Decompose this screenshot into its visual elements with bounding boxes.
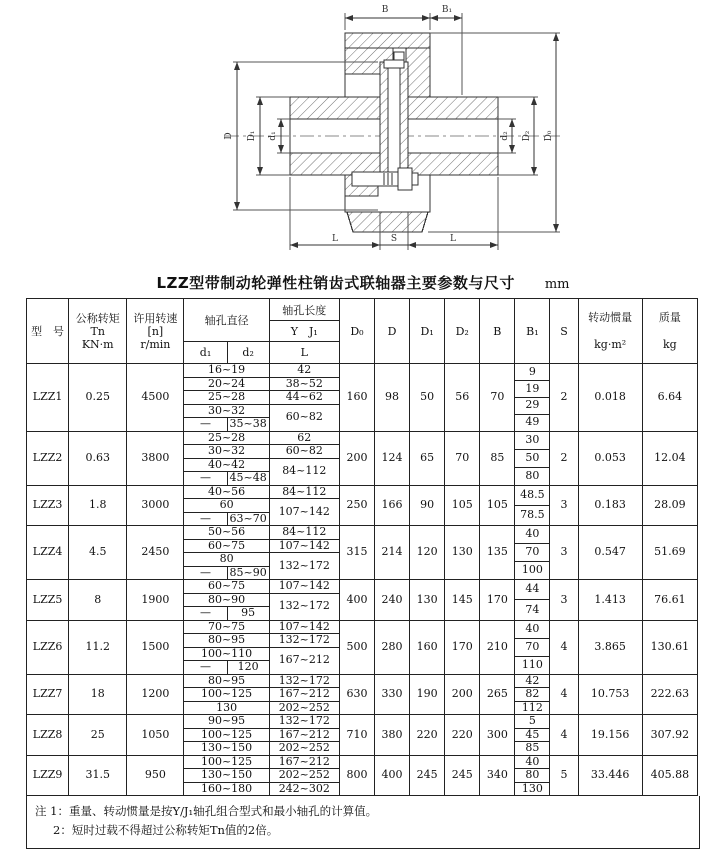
b1-value: 70 [515, 638, 549, 656]
cell-bore-d1: — [184, 661, 227, 675]
header-speed-name: 许用转速 [133, 311, 178, 325]
cell-D0: 800 [339, 755, 374, 796]
cell-D2: 105 [445, 485, 480, 526]
cell-speed: 4500 [127, 364, 184, 432]
header-mass-unit: kg [663, 338, 677, 351]
cell-bore-diameter: 130~150 [184, 742, 269, 756]
cell-bore-length: 107~142 [269, 620, 339, 634]
cell-D: 400 [375, 755, 410, 796]
b1-value: 45 [515, 728, 549, 742]
cell-torque: 4.5 [69, 526, 127, 580]
cell-mass: 405.88 [642, 755, 697, 796]
parameter-table [26, 298, 698, 796]
cell-D1: 90 [410, 485, 445, 526]
cell-bore-d2: 120 [227, 661, 269, 675]
header-speed-symbol: [n] [147, 324, 164, 338]
cell-bore-diameter: 60~75 [184, 580, 269, 594]
b1-value: 40 [525, 527, 540, 541]
cell-D2: 220 [445, 715, 480, 756]
cell-B: 135 [480, 526, 515, 580]
b1-value: 70 [515, 543, 549, 561]
cell-D1: 160 [410, 620, 445, 674]
cell-D0: 160 [339, 364, 374, 432]
header-inertia-name: 转动惯量 [588, 311, 633, 324]
cell-model: LZZ8 [27, 715, 69, 756]
cell-D2: 245 [445, 755, 480, 796]
cell-bore-diameter: 30~32 [184, 445, 269, 459]
cell-bore-diameter: 80 [184, 553, 269, 567]
cell-inertia: 0.018 [578, 364, 642, 432]
cell-bore-diameter: 100~125 [184, 688, 269, 702]
cell-inertia: 10.753 [578, 674, 642, 715]
dim-label-S: S [390, 234, 398, 244]
cell-bore-length: 202~252 [269, 769, 339, 783]
dim-label-B1: B₁ [441, 5, 453, 15]
cell-bore-diameter: 100~125 [184, 755, 269, 769]
b1-stack [515, 526, 549, 579]
cell-model: LZZ1 [27, 364, 69, 432]
cell-D2: 70 [445, 431, 480, 485]
cell-B: 265 [480, 674, 515, 715]
cell-speed: 1200 [127, 674, 184, 715]
b1-stack [515, 580, 549, 620]
cell-B: 300 [480, 715, 515, 756]
brake-rim-top [345, 33, 430, 48]
cell-bore-length: 84~112 [269, 458, 339, 485]
cell-B1 [515, 364, 550, 432]
cell-B: 210 [480, 620, 515, 674]
cell-B1 [515, 755, 550, 796]
cell-model: LZZ4 [27, 526, 69, 580]
header-spacer [644, 324, 696, 338]
cell-bore-diameter: 160~180 [184, 782, 269, 796]
header-inertia-unit: kg·m² [594, 338, 627, 351]
cell-bore-diameter: 80~90 [184, 593, 269, 607]
cell-bore-diameter: 50~56 [184, 526, 269, 540]
b1-value: 80 [515, 768, 549, 782]
pin-bolt-shank [352, 172, 398, 186]
cell-model: LZZ7 [27, 674, 69, 715]
cell-bore-d2: 63~70 [227, 512, 269, 526]
title-row [0, 272, 726, 294]
cell-bore-length: 107~142 [269, 580, 339, 594]
cell-S: 3 [550, 526, 578, 580]
cell-D2: 56 [445, 364, 480, 432]
cell-bore-length: 242~302 [269, 782, 339, 796]
pin-bolt-nut [398, 168, 412, 190]
cell-D2: 145 [445, 580, 480, 621]
note-2: 2：短时过载不得超过公称转矩Tn值的2倍。 [53, 823, 279, 837]
cell-bore-length: 167~212 [269, 755, 339, 769]
header-torque-symbol: Tn [90, 324, 105, 338]
cell-bore-length: 60~82 [269, 404, 339, 431]
cell-bore-diameter: 70~75 [184, 620, 269, 634]
bolt-head-top [394, 52, 404, 60]
cell-bore-length: 132~172 [269, 593, 339, 620]
cell-D2: 130 [445, 526, 480, 580]
cell-bore-d1: — [184, 472, 227, 486]
header-inertia [578, 299, 642, 364]
dim-label-L-right: L [450, 234, 456, 244]
cell-B1 [515, 715, 550, 756]
cell-bore-length: 107~142 [269, 499, 339, 526]
cell-D2: 200 [445, 674, 480, 715]
cell-mass: 51.69 [642, 526, 697, 580]
cell-torque: 0.25 [69, 364, 127, 432]
parameter-table-wrap [26, 298, 700, 796]
cell-mass: 222.63 [642, 674, 697, 715]
b1-value: 29 [515, 397, 549, 414]
cell-torque: 18 [69, 674, 127, 715]
header-D0: D₀ [339, 299, 374, 364]
cell-S: 4 [550, 620, 578, 674]
cell-inertia: 33.446 [578, 755, 642, 796]
header-speed-unit: r/min [140, 337, 171, 351]
cell-bore-length: 42 [269, 364, 339, 378]
cell-bore-d2: 35~38 [227, 418, 269, 432]
cell-model: LZZ6 [27, 620, 69, 674]
cell-bore-diameter: 25~28 [184, 391, 269, 405]
cell-D0: 400 [339, 580, 374, 621]
cell-inertia: 1.413 [578, 580, 642, 621]
note-1: 注 1：重量、转动惯量是按Y/J₁轴孔组合型式和最小轴孔的计算值。 [35, 804, 378, 818]
b1-stack [515, 715, 549, 755]
dim-label-D1: D₁ [247, 130, 257, 142]
table-row [27, 620, 698, 634]
cell-D: 380 [375, 715, 410, 756]
b1-stack [515, 675, 549, 715]
cell-bore-length: 107~142 [269, 539, 339, 553]
cell-D1: 65 [410, 431, 445, 485]
cell-D: 214 [375, 526, 410, 580]
header-D2: D₂ [445, 299, 480, 364]
cell-inertia: 19.156 [578, 715, 642, 756]
cell-speed: 1900 [127, 580, 184, 621]
cell-speed: 2450 [127, 526, 184, 580]
b1-value: 40 [525, 621, 540, 635]
cell-mass: 130.61 [642, 620, 697, 674]
cell-bore-length: 38~52 [269, 377, 339, 391]
table-row [27, 364, 698, 378]
cell-D: 98 [375, 364, 410, 432]
cell-bore-length: 84~112 [269, 485, 339, 499]
cell-S: 3 [550, 580, 578, 621]
cell-bore-length: 167~212 [269, 728, 339, 742]
cell-speed: 1500 [127, 620, 184, 674]
cell-D: 124 [375, 431, 410, 485]
b1-stack [515, 621, 549, 674]
cell-B: 340 [480, 755, 515, 796]
notes-box [26, 796, 700, 849]
cell-bore-length: 62 [269, 431, 339, 445]
table-row [27, 674, 698, 688]
cell-bore-diameter: 130~150 [184, 769, 269, 783]
cell-bore-d1: — [184, 607, 227, 621]
cell-mass: 307.92 [642, 715, 697, 756]
header-L: L [269, 342, 339, 364]
table-row [27, 431, 698, 445]
b1-value: 74 [515, 599, 549, 619]
cell-B1 [515, 580, 550, 621]
b1-value: 80 [515, 467, 549, 485]
header-D: D [375, 299, 410, 364]
cell-bore-d1: — [184, 566, 227, 580]
b1-value: 50 [515, 449, 549, 467]
b1-stack [515, 432, 549, 485]
pin-bolt-end [412, 173, 418, 185]
cell-inertia: 0.183 [578, 485, 642, 526]
cell-bore-diameter: 20~24 [184, 377, 269, 391]
cell-D0: 250 [339, 485, 374, 526]
header-D1: D₁ [410, 299, 445, 364]
header-torque-unit: KN·m [81, 337, 114, 351]
cell-D: 330 [375, 674, 410, 715]
cell-bore-d2: 45~48 [227, 472, 269, 486]
cell-bore-diameter: 30~32 [184, 404, 269, 418]
cell-bore-d1: — [184, 512, 227, 526]
cell-D0: 710 [339, 715, 374, 756]
table-row [27, 755, 698, 769]
cell-D0: 630 [339, 674, 374, 715]
cell-torque: 8 [69, 580, 127, 621]
cell-D: 280 [375, 620, 410, 674]
b1-value: 82 [515, 687, 549, 701]
cell-inertia: 0.547 [578, 526, 642, 580]
table-row [27, 526, 698, 540]
cell-B: 170 [480, 580, 515, 621]
b1-stack [515, 486, 549, 526]
cell-speed: 3000 [127, 485, 184, 526]
cell-D1: 220 [410, 715, 445, 756]
cell-D1: 245 [410, 755, 445, 796]
cell-torque: 1.8 [69, 485, 127, 526]
cell-D0: 500 [339, 620, 374, 674]
cell-B: 105 [480, 485, 515, 526]
cell-D1: 50 [410, 364, 445, 432]
cell-inertia: 0.053 [578, 431, 642, 485]
cell-B1 [515, 431, 550, 485]
b1-value: 9 [528, 364, 536, 378]
dim-label-D: D [224, 132, 234, 140]
cell-bore-diameter: 80~95 [184, 634, 269, 648]
dim-label-d2: d₂ [500, 131, 510, 141]
b1-value: 130 [515, 782, 549, 796]
cell-mass: 28.09 [642, 485, 697, 526]
cell-model: LZZ5 [27, 580, 69, 621]
header-model: 型 号 [27, 299, 69, 364]
cell-bore-length: 167~212 [269, 647, 339, 674]
b1-value: 30 [525, 432, 540, 446]
cell-D0: 200 [339, 431, 374, 485]
cell-S: 5 [550, 755, 578, 796]
page-title: LZZ型带制动轮弹性柱销齿式联轴器主要参数与尺寸 [156, 274, 515, 292]
b1-value: 42 [525, 674, 540, 687]
header-YJ1: Y J₁ [269, 321, 339, 342]
dim-label-B: B [381, 5, 389, 15]
cell-bore-length: 84~112 [269, 526, 339, 540]
cell-bore-diameter: 25~28 [184, 431, 269, 445]
cell-model: LZZ9 [27, 755, 69, 796]
cell-bore-d2: 95 [227, 607, 269, 621]
table-body [27, 364, 698, 796]
header-d2: d₂ [227, 342, 269, 364]
b1-value: 48.5 [520, 487, 545, 501]
table-row [27, 580, 698, 594]
cell-S: 4 [550, 674, 578, 715]
header-bore-length: 轴孔长度 [269, 299, 339, 321]
cell-bore-d2: 85~90 [227, 566, 269, 580]
dim-label-d1: d₁ [268, 131, 278, 141]
cell-bore-diameter: 80~95 [184, 674, 269, 688]
cell-B1 [515, 526, 550, 580]
cell-torque: 25 [69, 715, 127, 756]
b1-value: 112 [515, 701, 549, 715]
header-d1: d₁ [184, 342, 227, 364]
cell-bore-diameter: 90~95 [184, 715, 269, 729]
b1-stack [515, 364, 549, 431]
header-torque [69, 299, 127, 364]
cell-torque: 31.5 [69, 755, 127, 796]
cell-bore-length: 132~172 [269, 634, 339, 648]
brake-flange-top [406, 48, 430, 97]
cell-bore-diameter: 16~19 [184, 364, 269, 378]
cell-B1 [515, 674, 550, 715]
cell-bore-diameter: 130 [184, 701, 269, 715]
cell-model: LZZ3 [27, 485, 69, 526]
cell-model: LZZ2 [27, 431, 69, 485]
cell-S: 2 [550, 431, 578, 485]
brake-rim-bottom [347, 212, 428, 232]
coupling-drawing [0, 0, 726, 270]
cell-bore-length: 132~172 [269, 553, 339, 580]
cell-D: 166 [375, 485, 410, 526]
b1-value: 19 [515, 380, 549, 397]
table-header [27, 299, 698, 364]
cell-inertia: 3.865 [578, 620, 642, 674]
cell-bore-diameter: 40~42 [184, 458, 269, 472]
cell-bore-length: 132~172 [269, 715, 339, 729]
b1-value: 40 [525, 755, 540, 768]
cell-B: 85 [480, 431, 515, 485]
cell-bore-length: 132~172 [269, 674, 339, 688]
cell-bore-diameter: 100~110 [184, 647, 269, 661]
cell-D1: 130 [410, 580, 445, 621]
cell-bore-diameter: 100~125 [184, 728, 269, 742]
table-row [27, 715, 698, 729]
dim-label-D2: D₂ [522, 130, 532, 142]
b1-value: 49 [515, 414, 549, 431]
header-mass-name: 质量 [658, 311, 681, 324]
b1-value: 5 [528, 714, 536, 727]
cell-bore-length: 202~252 [269, 742, 339, 756]
cell-mass: 76.61 [642, 580, 697, 621]
cell-mass: 12.04 [642, 431, 697, 485]
cell-bore-diameter: 60 [184, 499, 269, 513]
cell-bore-d1: — [184, 418, 227, 432]
header-torque-name: 公称转矩 [75, 311, 120, 325]
header-spacer [580, 324, 641, 338]
cell-speed: 950 [127, 755, 184, 796]
cell-D1: 120 [410, 526, 445, 580]
cell-mass: 6.64 [642, 364, 697, 432]
cell-S: 4 [550, 715, 578, 756]
cell-bore-diameter: 40~56 [184, 485, 269, 499]
hub-left-top-band [290, 97, 380, 119]
hub-right-top-band [408, 97, 498, 119]
cell-B1 [515, 485, 550, 526]
unit-label: mm [544, 277, 570, 292]
cell-S: 2 [550, 364, 578, 432]
cell-D0: 315 [339, 526, 374, 580]
b1-value: 85 [515, 741, 549, 755]
b1-stack [515, 756, 549, 796]
cell-torque: 0.63 [69, 431, 127, 485]
header-mass [642, 299, 697, 364]
cell-B1 [515, 620, 550, 674]
header-S: S [550, 299, 578, 364]
header-B1: B₁ [515, 299, 550, 364]
hub-right-bottom-band [408, 153, 498, 175]
cell-speed: 1050 [127, 715, 184, 756]
dim-label-D0: D₀ [544, 130, 554, 142]
cell-bore-diameter: 60~75 [184, 539, 269, 553]
table-row [27, 485, 698, 499]
header-bore-diameter: 轴孔直径 [184, 299, 269, 342]
dim-label-L-left: L [332, 234, 338, 244]
cell-D: 240 [375, 580, 410, 621]
b1-value: 100 [515, 561, 549, 579]
b1-value: 78.5 [515, 505, 549, 525]
cell-speed: 3800 [127, 431, 184, 485]
cell-bore-length: 167~212 [269, 688, 339, 702]
cell-bore-length: 60~82 [269, 445, 339, 459]
header-B: B [480, 299, 515, 364]
cell-bore-length: 202~252 [269, 701, 339, 715]
pin-head [384, 60, 404, 68]
cell-S: 3 [550, 485, 578, 526]
b1-value: 44 [525, 582, 540, 596]
cell-D2: 170 [445, 620, 480, 674]
b1-value: 110 [515, 656, 549, 674]
cell-B: 70 [480, 364, 515, 432]
cell-torque: 11.2 [69, 620, 127, 674]
header-speed [127, 299, 184, 364]
cell-D1: 190 [410, 674, 445, 715]
cell-bore-length: 44~62 [269, 391, 339, 405]
